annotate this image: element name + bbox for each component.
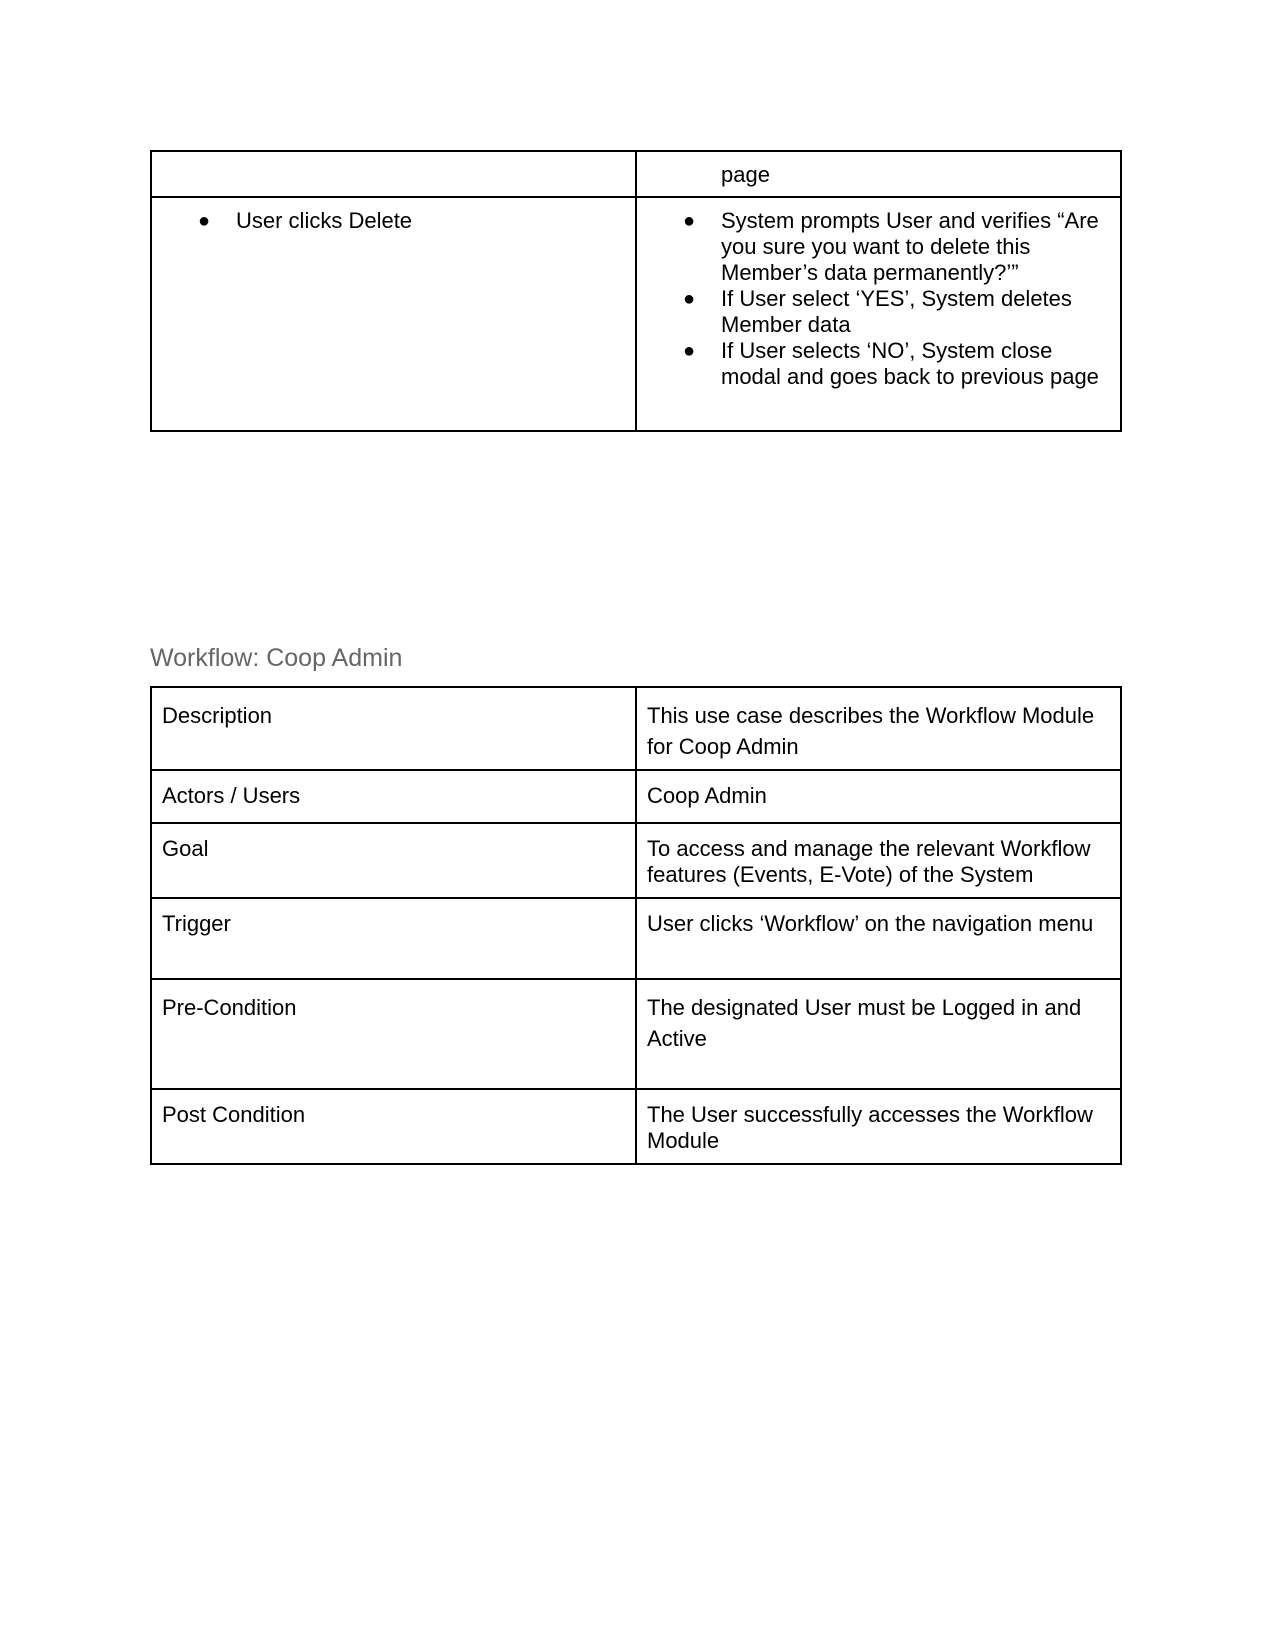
bullet-icon: ● <box>198 210 211 232</box>
system-response-list <box>637 198 1120 390</box>
continuation-text: page <box>721 162 770 187</box>
row-label: Goal <box>151 823 636 898</box>
row-value: The User successfully accesses the Workflow Module <box>636 1089 1121 1164</box>
row-value: The designated User must be Logged in and Active <box>636 979 1121 1089</box>
row-value: Coop Admin <box>636 770 1121 823</box>
row-label: Trigger <box>151 898 636 979</box>
table-row <box>151 197 1121 431</box>
row-label: Description <box>151 687 636 770</box>
table-cell <box>636 151 1121 197</box>
user-action-list <box>152 198 635 234</box>
table-row <box>151 770 1121 823</box>
section-title: Workflow: Coop Admin <box>150 644 403 672</box>
list-item <box>637 286 1120 338</box>
bullet-icon: ● <box>683 340 696 362</box>
table-cell <box>636 197 1121 431</box>
bullet-icon: ● <box>683 210 696 232</box>
list-item <box>637 338 1120 390</box>
list-item-text: System prompts User and verifies “Are you sure you want to delete this Member’s data permanently?’” <box>721 208 1099 285</box>
table-row <box>151 979 1121 1089</box>
row-label: Actors / Users <box>151 770 636 823</box>
list-item <box>152 208 635 234</box>
table-row <box>151 151 1121 197</box>
table-cell <box>151 151 636 197</box>
list-item-text: If User select ‘YES’, System deletes Member data <box>721 286 1072 337</box>
list-item <box>637 208 1120 286</box>
table-row <box>151 1089 1121 1164</box>
table-row <box>151 687 1121 770</box>
row-value: To access and manage the relevant Workflow features (Events, E-Vote) of the System <box>636 823 1121 898</box>
row-label: Pre-Condition <box>151 979 636 1089</box>
table-cell <box>151 197 636 431</box>
row-value: This use case describes the Workflow Module for Coop Admin <box>636 687 1121 770</box>
bullet-icon: ● <box>683 288 696 310</box>
workflow-table <box>150 686 1122 1165</box>
row-label: Post Condition <box>151 1089 636 1164</box>
row-value: User clicks ‘Workflow’ on the navigation menu <box>636 898 1121 979</box>
list-item-text: User clicks Delete <box>236 208 413 233</box>
list-item-text: If User selects ‘NO’, System close modal and goes back to previous page <box>721 338 1099 389</box>
continuation-table <box>150 150 1122 432</box>
table-row <box>151 898 1121 979</box>
table-row <box>151 823 1121 898</box>
